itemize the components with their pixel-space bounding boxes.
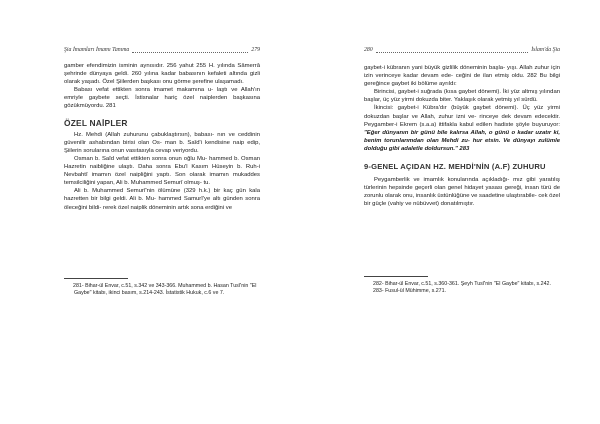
right-body-text	[364, 64, 560, 209]
paragraph: Babası vefat ettikten sonra imamet makamına u- laştı ve Allah'ın emriyle gaybete seçti. İstisnalar hariç özel naiplerden başkasına gözükmüyordu. 281	[64, 87, 260, 110]
left-header-title: Şia İmamları İmamı Tanıma	[64, 47, 130, 53]
left-page-number: 279	[251, 47, 260, 53]
left-footnotes	[64, 278, 260, 297]
paragraph: Hz. Mehdi (Allah zuhurunu çabuklaştırsın), babası- nın ve ceddinin güvenilir ashabından birisi olan Os- man b. Saîd'i kendisine naip edip, Şiilerin sorularına onun vasıtasıyla cevap veriyordu.	[64, 131, 261, 154]
header-dot-leader	[132, 48, 248, 53]
paragraph: İkincisi: gaybet-i Kübra'dır (büyük gaybet dönemi). Üç yüz yirmi dokuzdan başlar ve Allah, zuhur izni ve- rinceye dek devam edecektir. Peygamber-i Ekrem (s.a.a) ittifakla kabul edilen hadiste şöyle buyuruyor: "Eğer dünyanın bir günü bile kalırsa Allah, o günü o kadar uzatır ki, benim torunlarımdan olan Mehdi zu- hur etsin. Ve dünyayı zulümle dolduğu gibi adaletle doldursun." 283	[364, 105, 561, 152]
footnote-rule	[64, 278, 128, 279]
paragraph: gaybet-i kübranın yani büyük gizlilik döneminin başla- yışı. Allah zuhur için izin verinceye kadar devam ede- ceğini de ilan etmiş oldu. 282 Bu bilgi gereğince gaybet iki bölüme ayrıldı:	[364, 65, 560, 88]
paragraph: gamber efendimizin isminin aynısıdır. 256 yahut 255 H. yılında Sâmerrâ şehrinde dünyaya geldi. 260 yılına kadar babasının kefaleti altında gizli olarak yaşadı. Özel Şiilerden başkası onu görme şerefine ulaşamadı.	[64, 63, 261, 86]
left-page-header	[64, 45, 260, 55]
footnote-rule	[364, 276, 428, 277]
paragraph: Ali b. Muhammed Semurî'nin ölümüne (329 h.k.) bir kaç gün kala hazretten bir bilgi geldi. Ali b. Mu- hammed Samurî'ye altı günden sonra öleceğini bildi- rerek özel naiplik döneminin artık sona erdiğini ve	[64, 188, 260, 211]
header-dot-leader	[376, 48, 529, 53]
footnote: 281- Bihar-ül Envar, c.51, s.342 ve 343-366. Muhammed b. Hasan Tusî'nin "El Gaybe" kitabı, ikinci basım, s.214-243. İstatistik Hukuk, c.6 ve 7.	[73, 283, 257, 297]
left-body-text	[64, 62, 260, 212]
right-page-number: 280	[364, 47, 373, 53]
paragraph: Birincisi, gaybet-i suğrada (kısa gaybet dönemi). İki yüz altmış yılından başlar, üç yüz yirmi dokuzda biter. Yaklaşık olarak yetmiş yıl sürdü.	[364, 89, 560, 104]
footnote: 282- Bihar-ül Envar, c.51, s.360-361. Şeyh Tusî'nin "El Gaybe" kitabı, s.242.	[373, 281, 551, 287]
right-page	[300, 0, 600, 424]
paragraph: Osman b. Saîd vefat ettikten sonra onun oğlu Mu- hammed b. Osman Hazretin naibliğine ulaştı. Daha sonra Ebu'l Kasım Hüseyin b. Ruh-i Nevbahtî imamın özel naipliğini yaptı. Son olarak imamın mukaddes temsilciliğini yapan, Ali b. Muhammed Semurî olmuş- tu.	[64, 155, 261, 187]
right-footnotes	[364, 276, 560, 295]
right-page-header	[364, 45, 560, 55]
paragraph: Peygamberlik ve imamlık konularında açıkladığı- mız gibi yaratılış türlerinin hepsinde geçerli olan genel hidayet yasası gereği, insan türü de zorunlu olarak onu, insanlık üstünlüğüne ve saadetine ulaştırabile- cek özel bir güçle (vahiy ve nübüvvet) donatılmıştır.	[364, 177, 561, 208]
right-header-title: İslam'da Şia	[531, 47, 560, 53]
footnote: 283- Fusul-ül Mühimme, s.271.	[373, 288, 447, 295]
section-title: ÖZEL NAİPLER	[64, 117, 128, 128]
hadith-quote: "Eğer dünyanın bir günü bile kalırsa Allah, o günü o kadar uzatır ki, benim torunlarımdan olan Mehdi zu- hur etsin. Ve dünyayı zulümle dolduğu gibi adaletle doldursun." 283	[364, 129, 561, 152]
section-title: 9-GENEL AÇIDAN HZ. MEHDİ'NİN (A.F) ZUHURU	[364, 162, 546, 172]
